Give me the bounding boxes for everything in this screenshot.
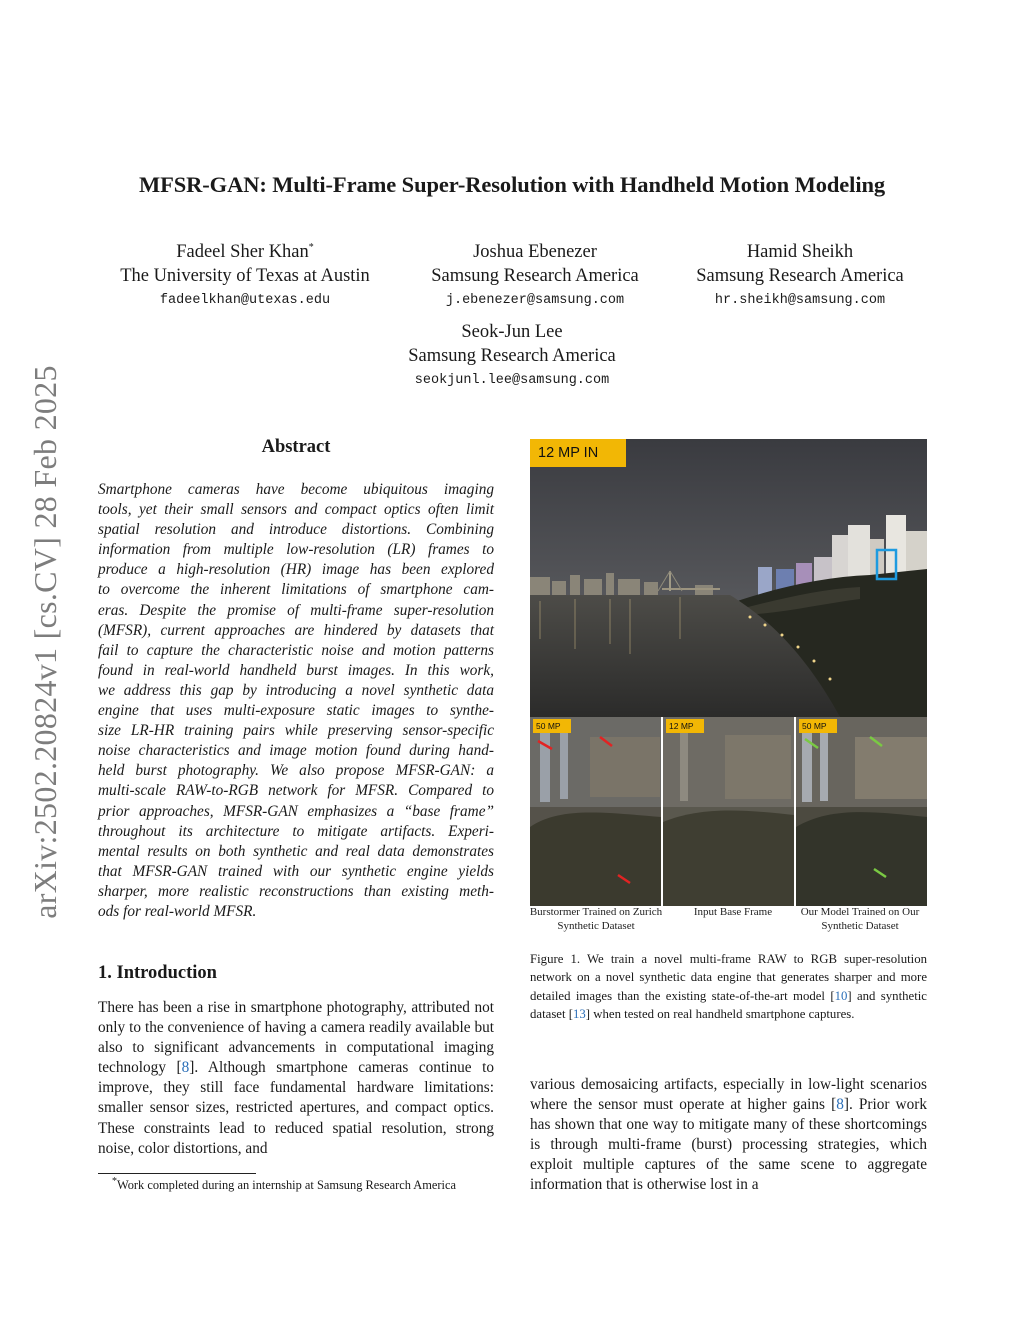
crop-input bbox=[663, 717, 794, 906]
footnote: *Work completed during an internship at Samsung Research America bbox=[112, 1175, 456, 1192]
author-name: Seok-Jun Lee bbox=[461, 322, 563, 342]
author-block bbox=[385, 240, 685, 314]
intro-paragraph-left: There has been a rise in smartphone photography, attributed not only to the convenience of having a camera readily available but also to significant advancements in computational imaging technology [8]. Although smartphone cameras continue to improve, they still face fundamental hardware limitations: smaller sensor sizes, restricted apertures, and compact optics. These constraints lead to reduced spatial resolution, strong noise, color distortions, and bbox=[98, 999, 494, 1157]
crop-caption: Burstormer Trained on Zurich Synthetic Dataset bbox=[529, 906, 663, 932]
abstract-line: mental results on both synthetic and real data demonstrates bbox=[98, 842, 494, 860]
abstract-line: fail to capture the characteristic noise and motion patterns bbox=[98, 641, 494, 659]
figure-caption: Figure 1. We train a novel multi-frame RAW to RGB super-resolution network on a novel synthetic data engine that generates sharper and more detailed images than the existing state-of-the-art model [10] and synthetic dataset [13] when tested on real handheld smartphone captures. bbox=[530, 952, 927, 1021]
crop-caption: Our Model Trained on Our Synthetic Dataset bbox=[800, 906, 920, 932]
abstract-line: (MFSR), current approaches are hindered by datasets that bbox=[98, 621, 494, 639]
input-label-badge: 12 MP IN bbox=[530, 439, 626, 467]
paper-title: MFSR-GAN: Multi-Frame Super-Resolution with Handheld Motion Modeling bbox=[138, 172, 886, 197]
author-footnote-mark: * bbox=[308, 241, 314, 253]
abstract-line: Smartphone cameras have become ubiquitous imaging bbox=[98, 481, 494, 498]
abstract-line: held burst photography. We also propose MFSR-GAN: a bbox=[98, 762, 494, 780]
crop-caption: Input Base Frame bbox=[693, 906, 773, 918]
author-affiliation: The University of Texas at Austin bbox=[120, 266, 370, 286]
author-affiliation: Samsung Research America bbox=[408, 346, 616, 366]
abstract-line: found in real-world handheld burst images. In this work, bbox=[98, 661, 494, 679]
introduction-heading: 1. Introduction bbox=[98, 963, 217, 983]
crop-comparison-strip bbox=[530, 717, 927, 906]
abstract-line: noise characteristics and image motion found during hand- bbox=[98, 742, 494, 760]
figure-1 bbox=[530, 439, 927, 906]
author-name: Fadeel Sher Khan bbox=[176, 242, 309, 262]
author-block bbox=[650, 240, 950, 314]
author-email[interactable]: j.ebenezer@samsung.com bbox=[445, 293, 625, 308]
night-city-photo bbox=[530, 439, 927, 717]
abstract-line: we address this gap by introducing a novel synthetic data bbox=[98, 681, 494, 699]
author-block bbox=[95, 240, 395, 314]
author-name: Hamid Sheikh bbox=[746, 242, 854, 262]
footnote-rule bbox=[98, 1173, 256, 1174]
citation-link[interactable]: 8 bbox=[836, 1096, 844, 1114]
arxiv-identifier: arXiv:2502.20824v1 [cs.CV] 28 Feb 2025 bbox=[27, 365, 63, 919]
crop-label-badge: 50 MP bbox=[799, 719, 837, 733]
abstract-line: ods for real-world MFSR. bbox=[98, 902, 257, 920]
abstract-line: engine that uses multi-exposure static images to synthe- bbox=[98, 702, 494, 720]
abstract-heading: Abstract bbox=[261, 437, 331, 457]
abstract-body bbox=[98, 480, 494, 922]
author-email[interactable]: seokjunl.lee@samsung.com bbox=[414, 373, 610, 388]
abstract-line: prior approaches, MFSR-GAN emphasizes a “base frame” bbox=[98, 802, 494, 820]
author-block bbox=[362, 320, 662, 394]
crop-burstormer bbox=[530, 717, 661, 906]
author-affiliation: Samsung Research America bbox=[696, 266, 904, 286]
abstract-line: size LR-HR training pairs while preserving sensor-specific bbox=[98, 722, 494, 740]
author-affiliation: Samsung Research America bbox=[431, 266, 639, 286]
citation-link[interactable]: 10 bbox=[834, 988, 848, 1003]
abstract-line: throughout its architecture to mitigate artifacts. Experi- bbox=[98, 822, 494, 840]
abstract-line: eras. Despite the promise of multi-frame super-resolution bbox=[98, 601, 494, 619]
citation-link[interactable]: 8 bbox=[181, 1059, 190, 1077]
abstract-line: produce a high-resolution (HR) image has been explored bbox=[98, 561, 494, 579]
crop-label-badge: 50 MP bbox=[533, 719, 571, 733]
citation-link[interactable]: 13 bbox=[573, 1006, 586, 1021]
intro-paragraph-right: various demosaicing artifacts, especially in low-light scenarios where the sensor must operate at higher gains [8]. Prior work has shown that one way to mitigate many of these shortcomings is through multi-frame (burst) processing strategies, which exploit multiple captures of the same scene to aggregate information that is otherwise lost in a bbox=[530, 1076, 927, 1194]
abstract-line: that MFSR-GAN trained with our synthetic engine yields bbox=[98, 862, 494, 880]
abstract-line: multi-scale RAW-to-RGB network for MFSR. Compared to bbox=[98, 782, 494, 800]
abstract-line: tools, yet their small sensors and compact optics often limit bbox=[98, 501, 494, 519]
abstract-line: spatial resolution and introduce distortions. Combining bbox=[98, 521, 494, 539]
author-name: Joshua Ebenezer bbox=[473, 242, 597, 262]
author-email[interactable]: fadeelkhan@utexas.edu bbox=[159, 293, 331, 308]
abstract-line: sharper, more realistic reconstructions than existing meth- bbox=[98, 882, 494, 900]
crop-ours bbox=[796, 717, 927, 906]
abstract-line: information from multiple low-resolution (LR) frames to bbox=[98, 541, 494, 559]
crop-label-badge: 12 MP bbox=[666, 719, 704, 733]
abstract-line: to overcome the inherent limitations of smartphone cam- bbox=[98, 581, 494, 599]
author-email[interactable]: hr.sheikh@samsung.com bbox=[714, 293, 886, 308]
